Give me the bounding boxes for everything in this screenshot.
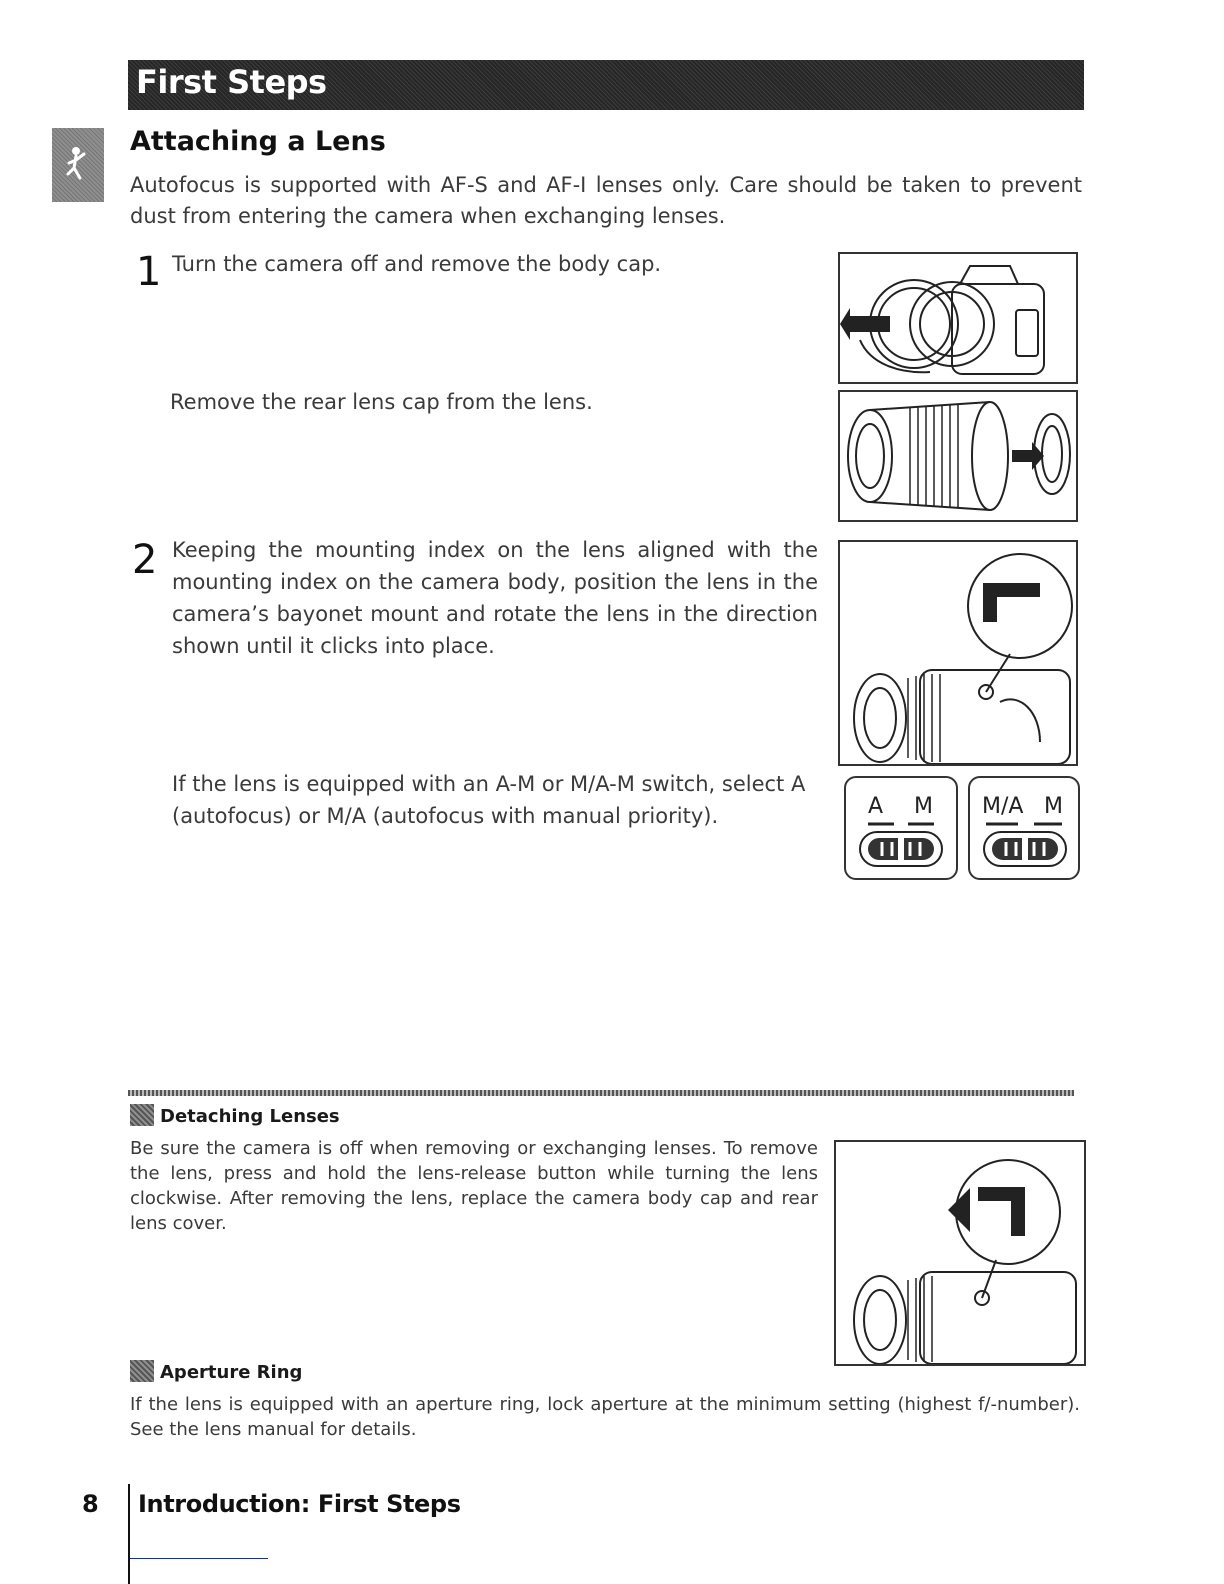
intro-paragraph: Autofocus is supported with AF-S and AF-I lenses only. Care should be taken to prevent dust from entering the camera when exchanging lenses.	[130, 173, 1082, 228]
section-heading: Attaching a Lens	[130, 126, 386, 157]
footer-underline	[130, 1558, 268, 1559]
note-aperture-title: Aperture Ring	[160, 1362, 303, 1383]
switch-ma-m-right-label: M	[1044, 794, 1063, 819]
step-2-text: Keeping the mounting index on the lens aligned with the mounting index on the camera body, position the lens in the camera’s bayonet mount and rotate the lens in the direction shown until it clicks into place.	[172, 538, 818, 658]
figure-mount-lens	[838, 540, 1078, 766]
figure-detach-lens	[834, 1140, 1086, 1366]
step-2-number: 2	[132, 537, 158, 583]
detach-lens-illustration	[836, 1142, 1084, 1364]
switch-a-m-right-label: M	[914, 794, 933, 819]
figure-rear-lens-cap	[838, 390, 1078, 522]
page-number: 8	[82, 1490, 99, 1518]
note-aperture-title-row	[130, 1360, 302, 1383]
note-detaching-text: Be sure the camera is off when removing or exchanging lenses. To remove the lens, press and hold the lens-release button while turning the lens clockwise. After removing the lens, replace the camera body cap and rear lens cover.	[130, 1138, 818, 1234]
step-1-text: Turn the camera off and remove the body cap.	[172, 252, 662, 276]
footer-divider	[128, 1484, 130, 1584]
note-icon	[130, 1104, 154, 1126]
chapter-tab	[52, 128, 104, 202]
notes-divider	[128, 1090, 1074, 1096]
camera-body-cap-illustration	[840, 254, 1076, 382]
lens-rear-cap-illustration	[840, 392, 1076, 520]
note-icon	[130, 1360, 154, 1382]
banner-title: First Steps	[136, 63, 327, 101]
mount-lens-illustration	[840, 542, 1076, 764]
footer-title: Introduction: First Steps	[138, 1490, 461, 1518]
section-banner	[128, 60, 1084, 110]
step-1-number: 1	[136, 249, 162, 295]
figure-remove-body-cap	[838, 252, 1078, 384]
switch-a-m-left-label: A	[868, 794, 884, 819]
first-steps-icon	[64, 144, 92, 186]
switch-ma-m-left-label: M/A	[982, 794, 1024, 819]
note-detaching-title: Detaching Lenses	[160, 1106, 340, 1127]
note-aperture-text: If the lens is equipped with an aperture ring, lock aperture at the minimum setting (highest f/-number). See the lens manual for details.	[130, 1394, 1080, 1440]
step-1-subtext: Remove the rear lens cap from the lens.	[170, 390, 593, 414]
step-2-subtext: If the lens is equipped with an A-M or M/A-M switch, select A (autofocus) or M/A (autofocus with manual priority).	[172, 772, 806, 828]
switch-a-m-toggle-icon	[854, 822, 948, 872]
switch-a-m	[844, 776, 958, 880]
switch-ma-m-toggle-icon	[978, 822, 1072, 872]
note-detaching-title-row	[130, 1104, 340, 1127]
switch-ma-m	[968, 776, 1080, 880]
